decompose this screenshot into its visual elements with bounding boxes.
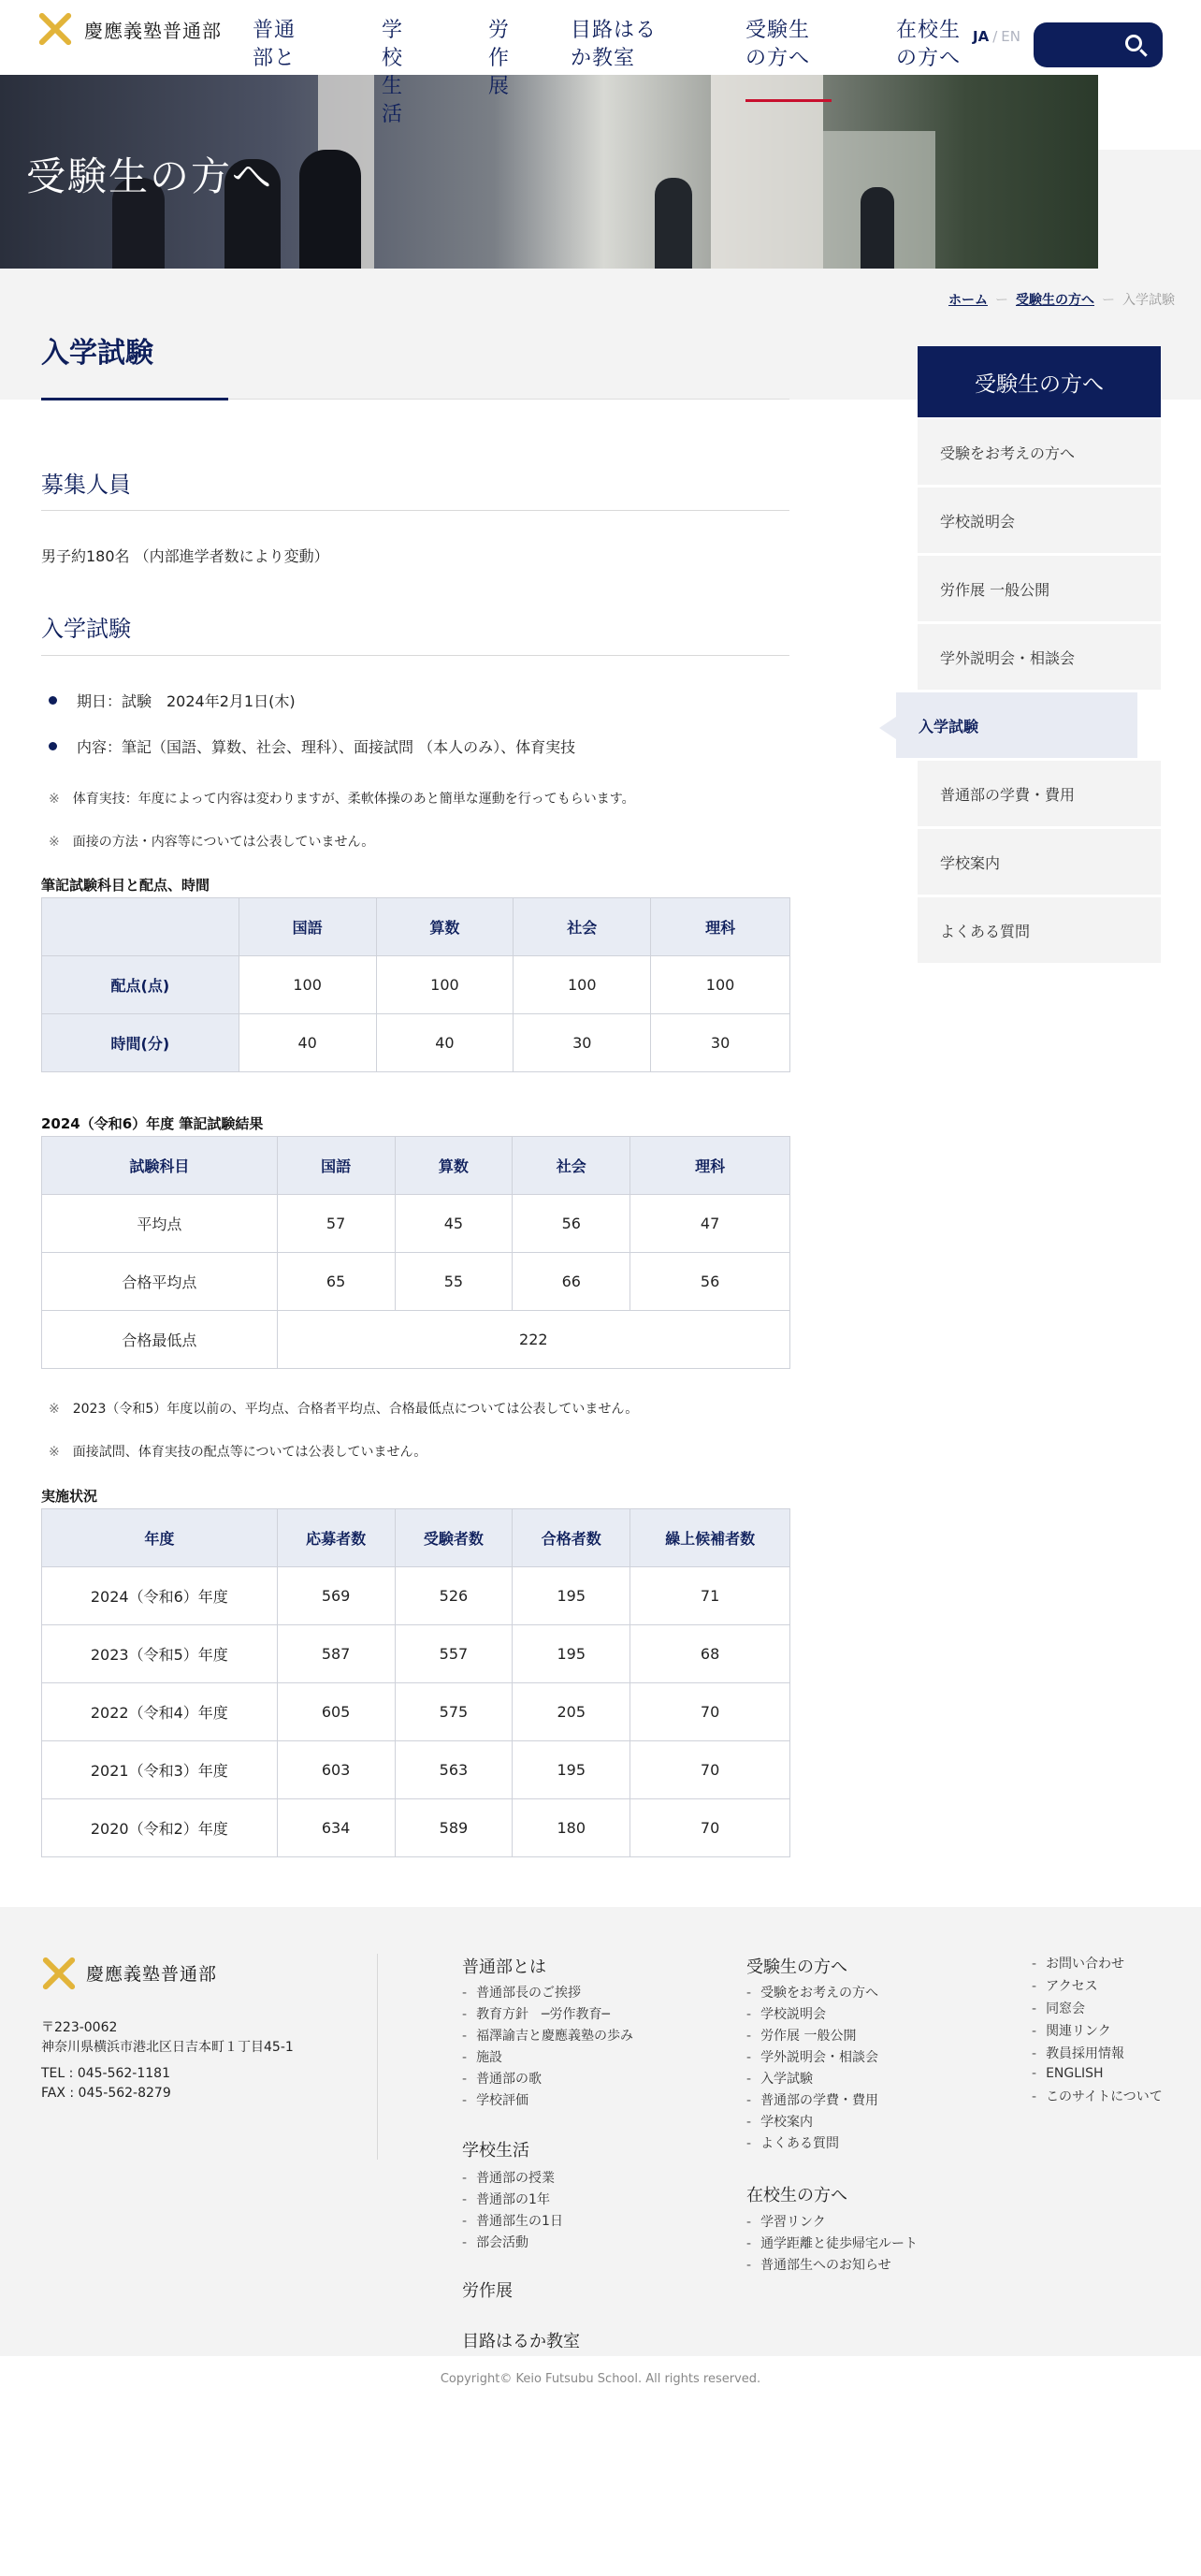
note-text: 面接試問、体育実技の配点等については公表していません。 (72, 1445, 427, 1460)
nav-item-school-life[interactable]: 学 校 生 活 (382, 19, 404, 126)
table-cell: 合格平均点 (42, 1253, 278, 1311)
footer-link[interactable]: - 受験をお考えの方へ (746, 1983, 878, 2001)
table-header-row (42, 898, 790, 956)
copyright: Copyright© Keio Futsubu School. All rights reserved. (440, 2372, 761, 2386)
nav-item-applicants[interactable]: 受験生 の方へ (745, 19, 811, 70)
table-cell: 634 (277, 1799, 395, 1857)
footer-tel: TEL : 045-562-1181 (41, 2066, 170, 2081)
footer-link[interactable]: - 普通部の授業 (462, 2168, 555, 2187)
table-row-header: 配点(点) (42, 956, 239, 1014)
search-icon (1125, 35, 1142, 51)
sidebar-item-entrance-exam[interactable]: 入学試験 (896, 692, 1137, 758)
table-header-cell: 算数 (395, 1137, 513, 1195)
table-cell: 70 (630, 1741, 790, 1799)
exam-content-text: 内容：筆記（国語、算数、社会、理科）、面接試問 （本人のみ）、体育実技 (77, 738, 576, 756)
table-header-cell: 理科 (630, 1137, 790, 1195)
hero-side-block (1098, 150, 1201, 269)
table-cell: 569 (277, 1567, 395, 1625)
note-item (49, 832, 374, 851)
logo-text: 慶應義塾普通部 (84, 19, 222, 42)
footer-link-english[interactable]: - ENGLISH (1032, 2066, 1104, 2081)
breadcrumb-separator: ー (1102, 293, 1115, 308)
footer-link[interactable]: - よくある質問 (746, 2133, 839, 2152)
table-header-cell: 合格者数 (513, 1509, 630, 1567)
note-text: 2023（令和5）年度以前の、平均点、合格者平均点、合格最低点については公表していません。 (72, 1402, 639, 1417)
table-row (42, 1799, 790, 1857)
table-cell: 70 (630, 1799, 790, 1857)
title-divider-accent (41, 398, 228, 400)
sidebar-item-faq[interactable]: よくある質問 (918, 897, 1161, 963)
footer-link[interactable]: - 学習リンク (746, 2212, 826, 2231)
footer-link[interactable]: - 普通部生の1日 (462, 2211, 563, 2230)
section-divider (41, 510, 789, 511)
sidebar-item-rousakuten-open[interactable]: 労作展 一般公開 (918, 556, 1161, 621)
footer-link[interactable]: - 学校説明会 (746, 2004, 826, 2023)
footer-link[interactable]: - 通学距離と徒歩帰宅ルート (746, 2234, 918, 2252)
table-row (42, 1625, 790, 1683)
site-footer (0, 1907, 1201, 2356)
table-cell: 56 (630, 1253, 790, 1311)
table-cell: 100 (376, 956, 514, 1014)
footer-heading-about[interactable]: 普通部とは (462, 1957, 546, 1977)
section-heading-recruit: 募集人員 (41, 472, 131, 498)
note-text: 面接の方法・内容等については公表していません。 (72, 835, 375, 850)
table-row (42, 1311, 790, 1369)
nav-item-students[interactable]: 在校生 の方へ (896, 19, 962, 70)
table-cell: 557 (395, 1625, 513, 1683)
search-button[interactable] (1034, 22, 1163, 67)
table-cell: 2021（令和3）年度 (42, 1741, 278, 1799)
table-cell: 526 (395, 1567, 513, 1625)
sidebar-active-arrow (879, 717, 896, 739)
table-cell: 71 (630, 1567, 790, 1625)
sidebar-item-school-guide[interactable]: 学校案内 (918, 829, 1161, 895)
lang-separator: / (992, 28, 998, 45)
breadcrumb-home[interactable]: ホーム (948, 293, 988, 308)
table-row-header: 時間(分) (42, 1014, 239, 1072)
table-cell: 合格最低点 (42, 1311, 278, 1369)
table-row (42, 956, 790, 1014)
table-cell: 563 (395, 1741, 513, 1799)
hero-title: 受験生の方へ (26, 153, 274, 199)
footer-link-related[interactable]: - 関連リンク (1032, 2021, 1111, 2040)
note-mark: ※ (49, 1445, 60, 1460)
table-header-cell: 理科 (651, 898, 790, 956)
section-heading-exam: 入学試験 (41, 616, 131, 642)
table-cell: 2023（令和5）年度 (42, 1625, 278, 1683)
keio-pen-logo-icon (37, 11, 73, 47)
table-header-cell: 社会 (514, 898, 651, 956)
footer-link[interactable]: - 学外説明会・相談会 (746, 2047, 878, 2066)
table-header-cell (42, 898, 239, 956)
table-cell: 195 (513, 1567, 630, 1625)
subjects-table (41, 897, 790, 1072)
table-row (42, 1741, 790, 1799)
footer-fax: FAX : 045-562-8279 (41, 2086, 171, 2101)
table-cell: 205 (513, 1683, 630, 1741)
nav-item-meji-haruka[interactable]: 目路はる か教室 (571, 19, 658, 70)
table-cell: 45 (395, 1195, 513, 1253)
table-cell: 57 (277, 1195, 395, 1253)
exam-content-item (49, 735, 575, 757)
table-cell: 180 (513, 1799, 630, 1857)
table-cell: 195 (513, 1625, 630, 1683)
sidebar-item-tuition[interactable]: 普通部の学費・費用 (918, 761, 1161, 826)
breadcrumb (948, 290, 1175, 309)
breadcrumb-parent[interactable]: 受験生の方へ (1016, 293, 1094, 308)
footer-link-alumni[interactable]: - 同窓会 (1032, 1999, 1085, 2017)
table-cell: 100 (514, 956, 651, 1014)
table-cell: 56 (513, 1195, 630, 1253)
footer-heading-school-life[interactable]: 学校生活 (462, 2141, 529, 2161)
table-cell: 40 (239, 1014, 376, 1072)
table-cell: 66 (513, 1253, 630, 1311)
table-header-cell: 算数 (376, 898, 514, 956)
footer-link[interactable]: - 普通部生へのお知らせ (746, 2255, 891, 2274)
table-cell: 平均点 (42, 1195, 278, 1253)
table-cell: 603 (277, 1741, 395, 1799)
table-header-cell: 国語 (277, 1137, 395, 1195)
section-divider (41, 655, 789, 656)
footer-link-about-site[interactable]: - このサイトについて (1032, 2088, 1163, 2105)
table-header-cell: 受験者数 (395, 1509, 513, 1567)
footer-address: 神奈川県横浜市港北区日吉本町１丁目45-1 (41, 2040, 294, 2055)
footer-link[interactable]: - 施設 (462, 2047, 502, 2066)
table-cell: 575 (395, 1683, 513, 1741)
table-cell: 605 (277, 1683, 395, 1741)
footer-link-contact[interactable]: - お問い合わせ (1032, 1954, 1124, 1972)
table-cell: 2022（令和4）年度 (42, 1683, 278, 1741)
table-header-cell: 国語 (239, 898, 376, 956)
footer-link[interactable]: - 学校評価 (462, 2090, 528, 2109)
results-table (41, 1136, 790, 1369)
table-cell: 55 (395, 1253, 513, 1311)
footer-link[interactable]: - 普通部の1年 (462, 2190, 550, 2208)
table-cell: 587 (277, 1625, 395, 1683)
table-cell: 68 (630, 1625, 790, 1683)
note-item (49, 1442, 427, 1461)
site-header (0, 0, 1201, 126)
table-cell: 30 (651, 1014, 790, 1072)
footer-link[interactable]: - 学校案内 (746, 2112, 813, 2131)
note-mark: ※ (49, 1402, 60, 1417)
footer-link[interactable]: - 教育方針 ─労作教育─ (462, 2004, 610, 2023)
note-item (49, 1399, 638, 1418)
note-item (49, 789, 635, 808)
footer-link-recruit[interactable]: - 教員採用情報 (1032, 2044, 1124, 2062)
footer-link[interactable]: - 入学試験 (746, 2069, 813, 2088)
language-switch (973, 28, 1020, 45)
nav-active-indicator (745, 99, 832, 102)
table-header-row (42, 1509, 790, 1567)
table-cell: 65 (277, 1253, 395, 1311)
exam-date-item (49, 690, 296, 711)
footer-link[interactable]: - 労作展 一般公開 (746, 2026, 857, 2045)
footer-logo-text: 慶應義塾普通部 (86, 1963, 218, 1985)
table-cell: 100 (239, 956, 376, 1014)
sidebar-title[interactable]: 受験生の方へ (918, 346, 1161, 417)
footer-logo[interactable] (41, 1956, 217, 1989)
table-caption-results: 2024（令和6）年度 筆記試験結果 (41, 1115, 264, 1132)
table-cell: 30 (514, 1014, 651, 1072)
nav-item-about[interactable]: 普通 部と (253, 19, 297, 70)
footer-link-access[interactable]: - アクセス (1032, 1976, 1098, 1995)
status-table (41, 1508, 790, 1857)
recruit-text: 男子約180名 （内部進学者数により変動） (41, 547, 329, 565)
footer-heading-rousakuten[interactable]: 労作展 (462, 2281, 513, 2301)
table-row (42, 1014, 790, 1072)
table-header-cell: 試験科目 (42, 1137, 278, 1195)
table-header-row (42, 1137, 790, 1195)
sidebar-item-info-session[interactable]: 学校説明会 (918, 488, 1161, 553)
breadcrumb-separator: ー (995, 293, 1008, 308)
hero-banner (0, 75, 1098, 269)
footer-divider (377, 1954, 378, 2160)
table-cell: 100 (651, 956, 790, 1014)
table-cell: 222 (277, 1311, 789, 1369)
footer-link[interactable]: - 部会活動 (462, 2233, 528, 2251)
nav-item-rousakuten[interactable]: 労 作 展 (488, 19, 511, 98)
note-text: 体育実技：年度によって内容は変わりますが、柔軟体操のあと簡単な運動を行ってもらいます。 (72, 792, 635, 807)
table-row (42, 1683, 790, 1741)
table-cell: 195 (513, 1741, 630, 1799)
table-cell: 589 (395, 1799, 513, 1857)
table-caption-subjects: 筆記試験科目と配点、時間 (41, 877, 210, 894)
table-cell: 40 (376, 1014, 514, 1072)
footer-link[interactable]: - 福澤諭吉と慶應義塾の歩み (462, 2026, 633, 2045)
table-header-cell: 繰上候補者数 (630, 1509, 790, 1567)
lang-ja-link[interactable]: JA (973, 28, 990, 45)
lang-en-link[interactable]: EN (1001, 28, 1020, 45)
footer-heading-students[interactable]: 在校生の方へ (746, 2186, 847, 2205)
sidebar-item-considering[interactable]: 受験をお考えの方へ (918, 419, 1161, 485)
note-mark: ※ (49, 835, 60, 850)
note-mark: ※ (49, 792, 60, 807)
table-row (42, 1195, 790, 1253)
table-header-cell: 応募者数 (277, 1509, 395, 1567)
table-row (42, 1567, 790, 1625)
table-cell: 47 (630, 1195, 790, 1253)
footer-link[interactable]: - 普通部長のご挨拶 (462, 1983, 581, 2001)
table-header-cell: 年度 (42, 1509, 278, 1567)
table-cell: 2024（令和6）年度 (42, 1567, 278, 1625)
table-cell: 70 (630, 1683, 790, 1741)
footer-link[interactable]: - 普通部の学費・費用 (746, 2090, 878, 2109)
page-title: 入学試験 (41, 337, 153, 370)
table-cell: 2020（令和2）年度 (42, 1799, 278, 1857)
keio-pen-logo-icon (41, 1956, 75, 1989)
table-row (42, 1253, 790, 1311)
exam-date-text: 期日：試験 2024年2月1日(木) (77, 692, 296, 710)
breadcrumb-current: 入学試験 (1122, 293, 1175, 308)
table-caption-status: 実施状況 (41, 1488, 98, 1505)
footer-heading-applicants[interactable]: 受験生の方へ (746, 1957, 847, 1977)
footer-link[interactable]: - 普通部の歌 (462, 2069, 542, 2088)
footer-heading-meji-haruka[interactable]: 目路はるか教室 (462, 2332, 580, 2351)
sidebar-item-external-session[interactable]: 学外説明会・相談会 (918, 624, 1161, 690)
table-header-cell: 社会 (513, 1137, 630, 1195)
footer-postal: 〒223-0062 (41, 2020, 118, 2035)
site-logo[interactable] (37, 11, 222, 47)
